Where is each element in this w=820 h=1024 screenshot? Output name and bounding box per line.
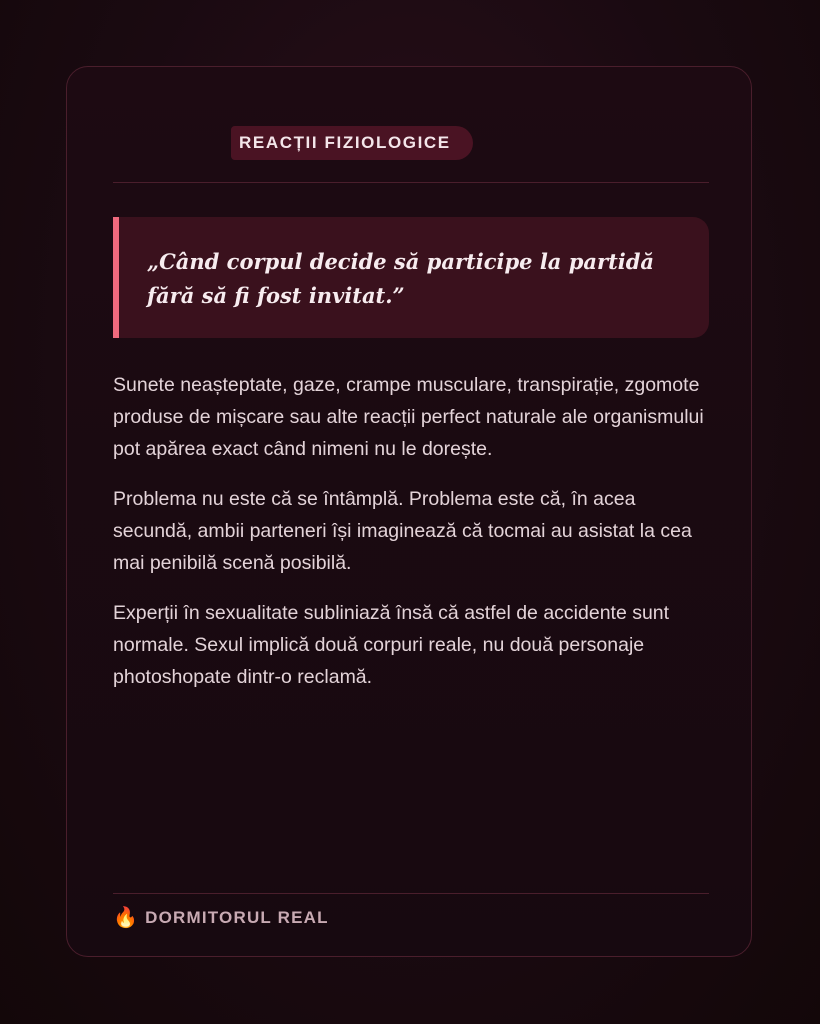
article-body: [113, 369, 713, 711]
category-tag: REACȚII FIZIOLOGICE: [231, 126, 473, 160]
paragraph-3: Experții în sexualitate subliniază însă că astfel de accidente sunt normale. Sexul implică două corpuri reale, nu două personaje photoshopate dintr-o reclamă.: [113, 602, 670, 688]
quote-accent-bar: [113, 217, 119, 338]
bottom-divider: [113, 893, 709, 894]
flame-icon: 🔥: [113, 907, 140, 929]
paragraph-2: Problema nu este că se întâmplă. Problema este că, în acea secundă, ambii parteneri își imaginează că tocmai au asistat la cea mai penibilă scenă posibilă.: [113, 488, 692, 574]
quote-block: [113, 217, 709, 338]
brand-name: DORMITORUL REAL: [145, 908, 329, 927]
brand-footer: [113, 908, 329, 928]
quote-text: „Când corpul decide să participe la partidă fără să fi fost invitat.”: [147, 249, 655, 308]
paragraph-1: Sunete neașteptate, gaze, crampe musculare, transpirație, zgomote produse de mișcare sau alte reacții perfect naturale ale organismului pot apărea exact când nimeni nu le dorește.: [113, 374, 704, 460]
top-divider: [113, 182, 709, 183]
content-card: [66, 66, 752, 957]
